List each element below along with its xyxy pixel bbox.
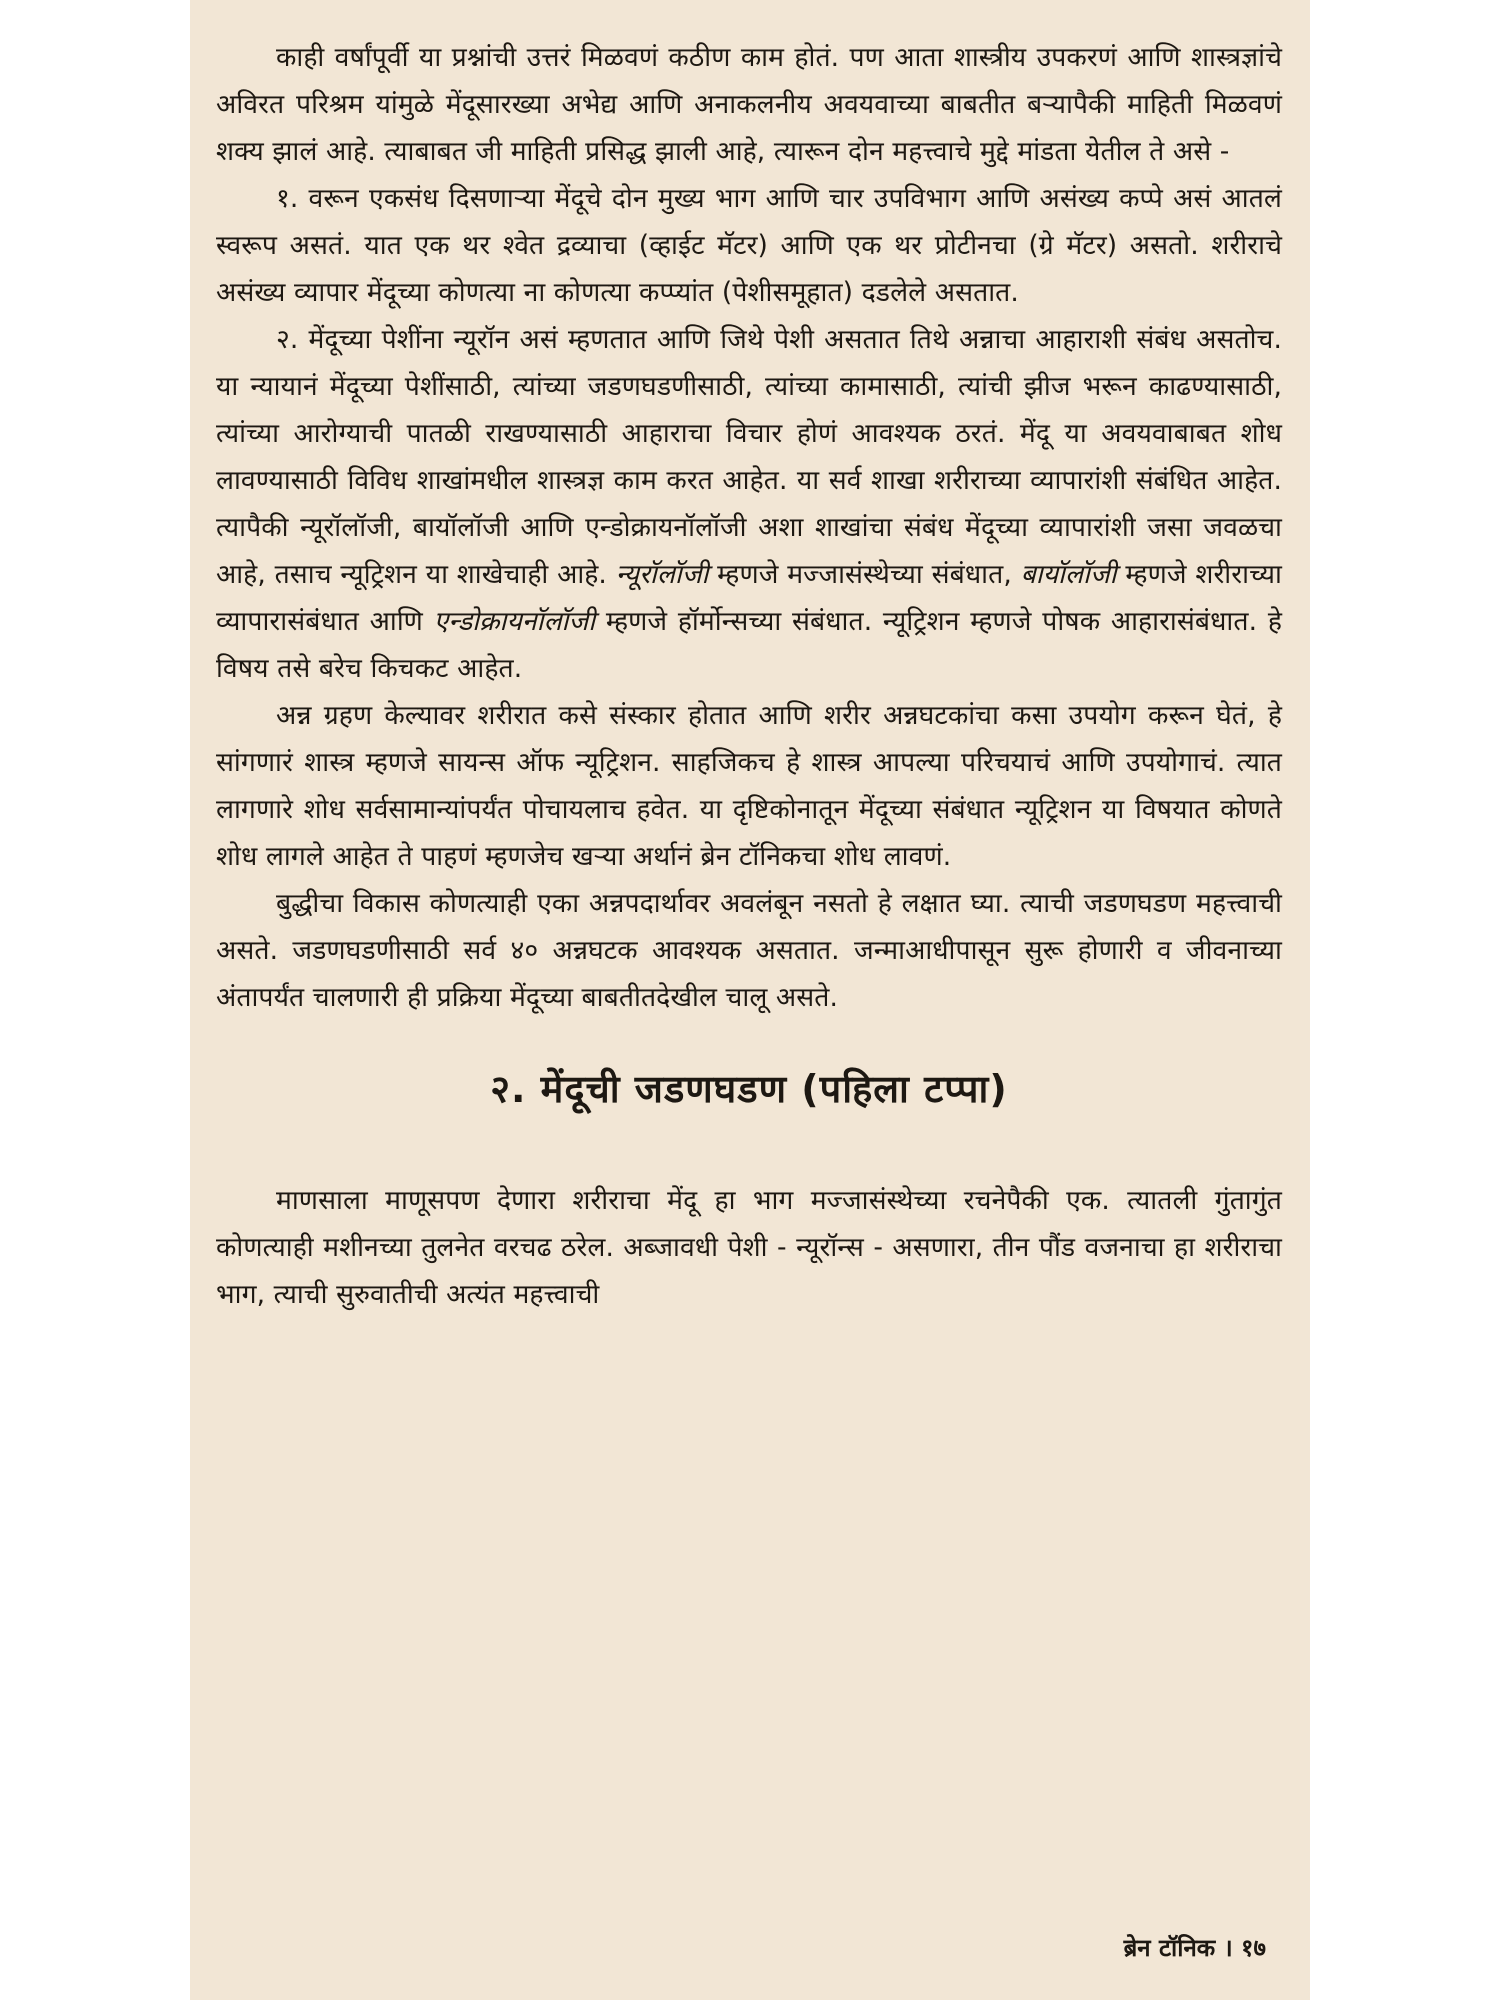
term-biology: बायॉलॉजी	[1020, 559, 1117, 590]
page-footer: ब्रेन टॉनिक । १७	[1123, 1934, 1266, 1962]
term-endocrinology: एन्डोक्रायनॉलॉजी	[433, 606, 596, 637]
paragraph-section-start: माणसाला माणूसपण देणारा शरीराचा मेंदू हा भाग मज्जासंस्थेच्या रचनेपैकी एक. त्यातली गुंतागुंत कोणत्याही मशीनच्या तुलनेत वरचढ ठरेल. अब्जावधी पेशी - न्यूरॉन्स - असणारा, तीन पौंड वजनाचा हा शरीराचा भाग, त्याची सुरुवातीची अत्यंत महत्त्वाची	[216, 1185, 1282, 1310]
definition-text-1: म्हणजे मज्जासंस्थेच्या संबंधात,	[708, 559, 1021, 590]
section-heading: २. मेंदूची जडणघडण (पहिला टप्पा)	[490, 1067, 1008, 1111]
paragraph-point-1: १. वरून एकसंध दिसणाऱ्या मेंदूचे दोन मुख्य भाग आणि चार उपविभाग आणि असंख्य कप्पे असं आतलं स्वरूप असतं. यात एक थर श्वेत द्रव्याचा (व्हाईट मॅटर) आणि एक थर प्रोटीनचा (ग्रे मॅटर) असतो. शरीराचे असंख्य व्यापार मेंदूच्या कोणत्या ना कोणत्या कप्प्यांत (पेशीसमूहात) दडलेले असतात.	[216, 183, 1282, 308]
definition-text-2: म्हणजे शरीराच्या व्यापारासंबंधात आणि	[216, 559, 1282, 637]
term-neurology: न्यूरॉलॉजी	[615, 559, 709, 590]
paragraph-development: बुद्धीचा विकास कोणत्याही एका अन्नपदार्थावर अवलंबून नसतो हे लक्षात घ्या. त्याची जडणघडण महत्त्वाची असते. जडणघडणीसाठी सर्व ४० अन्नघटक आवश्यक असतात. जन्माआधीपासून सुरू होणारी व जीवनाच्या अंतापर्यंत चालणारी ही प्रक्रिया मेंदूच्या बाबतीतदेखील चालू असते.	[216, 888, 1282, 1013]
paragraph-point-2-text: २. मेंदूच्या पेशींना न्यूरॉन असं म्हणतात आणि जिथे पेशी असतात तिथे अन्नाचा आहाराशी संबंध असतोच. या न्यायानं मेंदूच्या पेशींसाठी, त्यांच्या जडणघडणीसाठी, त्यांच्या कामासाठी, त्यांची झीज भरून काढण्यासाठी, त्यांच्या आरोग्याची पातळी राखण्यासाठी आहाराचा विचार होणं आवश्यक ठरतं. मेंदू या अवयवाबाबत शोध लावण्यासाठी विविध शाखांमधील शास्त्रज्ञ काम करत आहेत. या सर्व शाखा शरीराच्या व्यापारांशी संबंधित आहेत. त्यापैकी न्यूरॉलॉजी, बायॉलॉजी आणि एन्डोक्रायनॉलॉजी अशा शाखांचा संबंध मेंदूच्या व्यापारांशी जसा जवळचा आहे, तसाच न्यूट्रिशन या शाखेचाही आहे.	[216, 324, 1282, 590]
book-page	[190, 0, 1310, 2000]
definition-text-3: म्हणजे हॉर्मोन्सच्या संबंधात. न्यूट्रिशन म्हणजे पोषक आहारासंबंधात. हे विषय तसे बरेच किचकट आहेत.	[216, 606, 1283, 684]
paragraph-point-2	[216, 316, 1282, 692]
paragraph-intro: काही वर्षांपूर्वी या प्रश्नांची उत्तरं मिळवणं कठीण काम होतं. पण आता शास्त्रीय उपकरणं आणि शास्त्रज्ञांचे अविरत परिश्रम यांमुळे मेंदूसारख्या अभेद्य आणि अनाकलनीय अवयवाच्या बाबतीत बऱ्यापैकी माहिती मिळवणं शक्य झालं आहे. त्याबाबत जी माहिती प्रसिद्ध झाली आहे, त्यारून दोन महत्त्वाचे मुद्दे मांडता येतील ते असे -	[216, 42, 1283, 167]
paragraph-nutrition: अन्न ग्रहण केल्यावर शरीरात कसे संस्कार होतात आणि शरीर अन्नघटकांचा कसा उपयोग करून घेतं, हे सांगणारं शास्त्र म्हणजे सायन्स ऑफ न्यूट्रिशन. साहजिकच हे शास्त्र आपल्या परिचयाचं आणि उपयोगाचं. त्यात लागणारे शोध सर्वसामान्यांपर्यंत पोचायलाच हवेत. या दृष्टिकोनातून मेंदूच्या संबंधात न्यूट्रिशन या विषयात कोणते शोध लागले आहेत ते पाहणं म्हणजेच खऱ्या अर्थानं ब्रेन टॉनिकचा शोध लावणं.	[216, 700, 1282, 872]
